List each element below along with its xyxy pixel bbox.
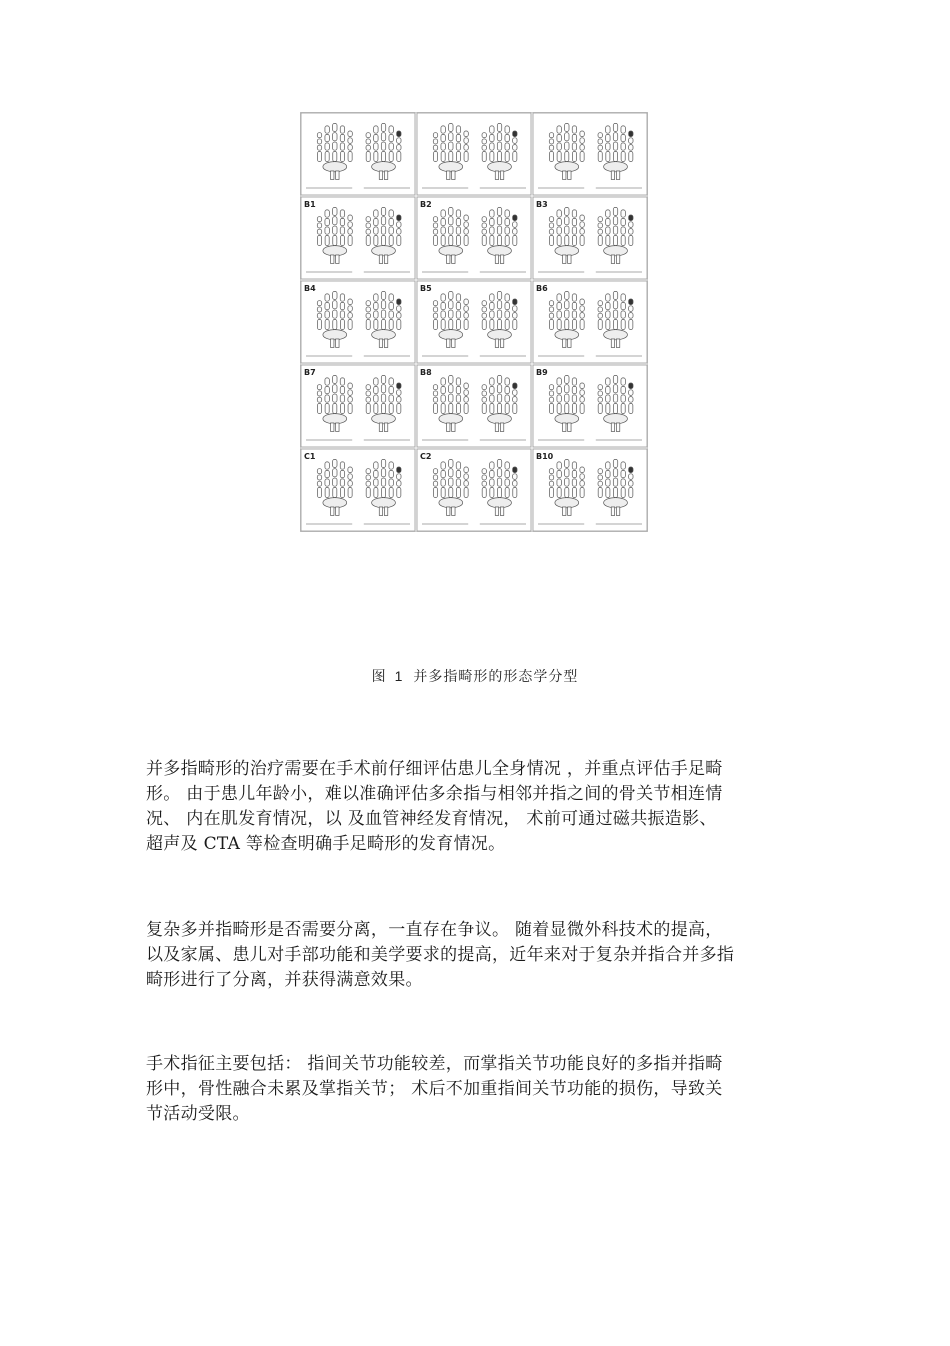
paragraph-line: 节活动受限。 [146, 1104, 250, 1124]
caption-text: 并多指畸形的形态学分型 [413, 668, 579, 684]
hand-panel [301, 113, 415, 195]
hand-panel [301, 197, 415, 279]
hand-panel [533, 365, 647, 447]
hand-panel [533, 449, 647, 531]
panel-label: B10 [536, 452, 554, 461]
panel-label: B2 [420, 200, 432, 209]
paragraph-line: 况、 内在肌发育情况，以 及血管神经发育情况， 术前可通过磁共振造影、 [146, 809, 717, 829]
figure-caption [0, 666, 950, 686]
panel-label: C1 [304, 452, 316, 461]
hand-panel [533, 281, 647, 363]
hand-panel [417, 281, 531, 363]
panel-label: B9 [536, 368, 548, 377]
panel-label: B5 [420, 284, 432, 293]
paragraph-line: 手术指征主要包括： 指间关节功能较差，而掌指关节功能良好的多指并指畸 [146, 1054, 723, 1074]
paragraph-surgical-indications [146, 1052, 808, 1127]
hand-panel [533, 113, 647, 195]
paragraph-separation-controversy [146, 918, 808, 993]
caption-prefix: 图 [371, 668, 387, 684]
hand-panel [417, 449, 531, 531]
hand-panel [417, 113, 531, 195]
hand-classification-figure [300, 112, 648, 532]
paragraph-line: 形中，骨性融合未累及掌指关节； 术后不加重指间关节功能的损伤，导致关 [146, 1079, 723, 1099]
caption-number: 1 [394, 668, 404, 684]
hand-panel [301, 449, 415, 531]
panel-label: B7 [304, 368, 316, 377]
panel-label: B1 [304, 200, 316, 209]
panel-label: B4 [304, 284, 316, 293]
hand-panel [417, 197, 531, 279]
paragraph-line: 形。 由于患儿年龄小，难以准确评估多余指与相邻并指之间的骨关节相连情 [146, 784, 723, 804]
paragraph-line: 并多指畸形的治疗需要在手术前仔细评估患儿全身情况 ，并重点评估手足畸 [146, 759, 723, 779]
hand-panel [533, 197, 647, 279]
hand-panel [301, 365, 415, 447]
panel-label: B3 [536, 200, 548, 209]
hand-panel [301, 281, 415, 363]
paragraph-line: 超声及 CTA 等检查明确手足畸形的发育情况。 [146, 834, 506, 854]
paragraph-line: 复杂多并指畸形是否需要分离，一直存在争议。 随着显微外科技术的提高， [146, 920, 723, 940]
paragraph-line: 畸形进行了分离，并获得满意效果。 [146, 970, 423, 990]
paragraph-line: 以及家属、患儿对手部功能和美学要求的提高，近年来对于复杂并指合并多指 [146, 945, 735, 965]
hand-panel [417, 365, 531, 447]
panel-label: B8 [420, 368, 432, 377]
panel-label: C2 [420, 452, 432, 461]
panel-label: B6 [536, 284, 548, 293]
paragraph-preoperative-assessment [146, 757, 808, 857]
hand-skeleton-diagram-grid [300, 112, 648, 532]
